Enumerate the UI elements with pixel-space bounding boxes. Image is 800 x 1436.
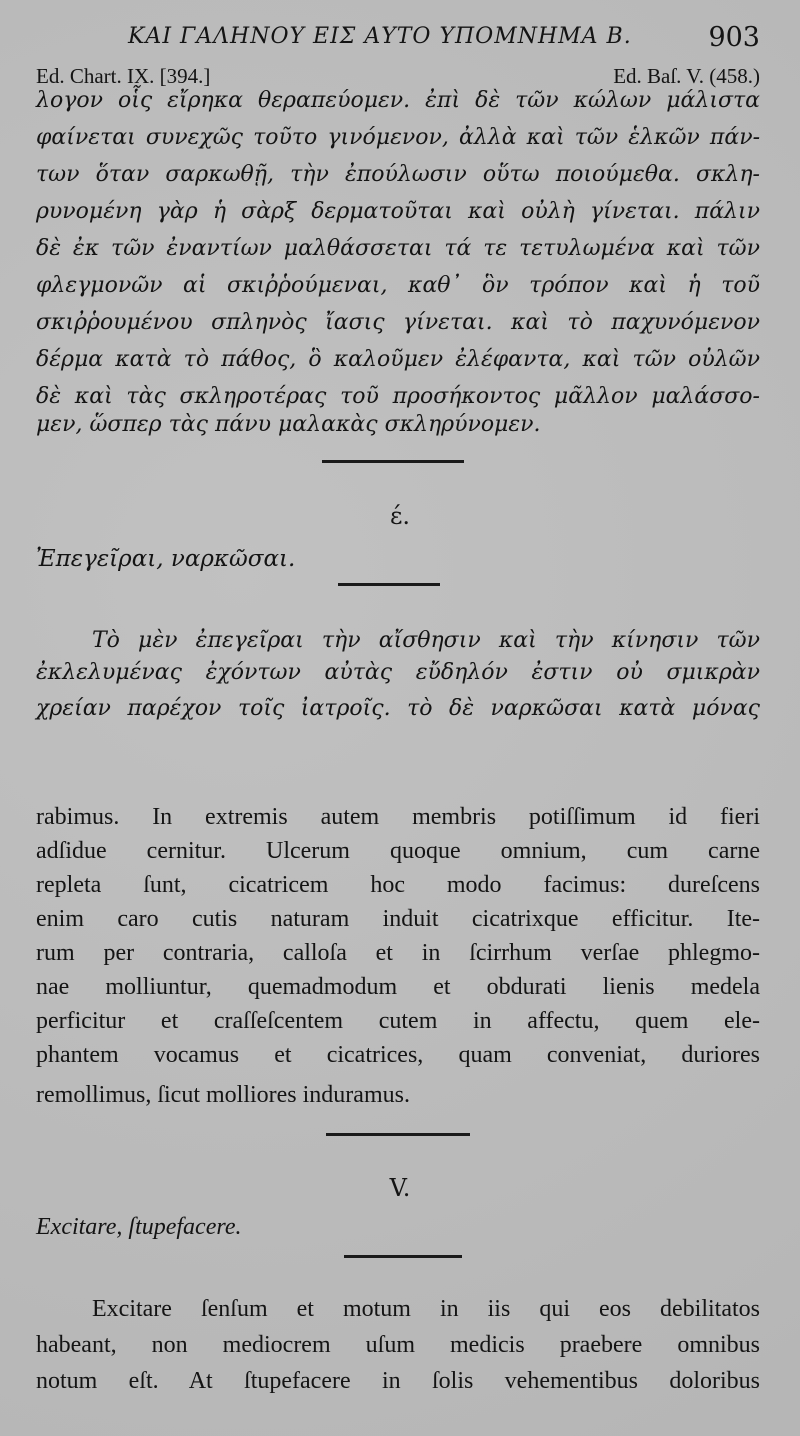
greek-line: φαίνεται συνεχῶς τοῦτο γινόμενον, ἀλλὰ καὶ τῶν ἑλκῶν πάν- <box>36 125 760 150</box>
latin-line: rabimus. In extremis autem membris potiſſimum id fieri <box>36 804 760 830</box>
greek-line: ἐκλελυμένας ἐχόντων αὐτὰς εὔδηλόν ἐστιν οὐ σμικρὰν <box>36 660 760 685</box>
greek-line: φλεγμονῶν αἱ σκιῤῥούμεναι, καθ᾽ ὃν τρόπον καὶ ἡ τοῦ <box>36 273 760 298</box>
latin-line: notum eſt. At ſtupefacere in ſolis vehementibus doloribus <box>36 1368 760 1394</box>
greek-line: Τὸ μὲν ἐπεγεῖραι τὴν αἴσθησιν καὶ τὴν κίνησιν τῶν <box>92 628 760 653</box>
greek-line: δὲ ἐκ τῶν ἐναντίων μαλθάσσεται τά τε τετυλωμένα καὶ τῶν <box>36 236 760 261</box>
latin-line: perficitur et craſſeſcentem cutem in affectu, quem ele- <box>36 1008 760 1034</box>
latin-section-number: V. <box>389 1174 411 1202</box>
latin-line: enim caro cutis naturam induit cicatrixque efficitur. Ite- <box>36 906 760 932</box>
latin-line: rum per contraria, calloſa et in ſcirrhum verſae phlegmo- <box>36 940 760 966</box>
edition-reference-line <box>36 64 760 90</box>
latin-line: nae molliuntur, quemadmodum et obdurati lienis medela <box>36 974 760 1000</box>
greek-line: ρυνομένη γὰρ ἡ σὰρξ δερματοῦται καὶ οὐλὴ γίνεται. πάλιν <box>36 199 760 224</box>
latin-section-heading: Excitare, ſtupefacere. <box>36 1214 242 1240</box>
greek-line: λογον οἷς εἴρηκα θεραπεύομεν. ἐπὶ δὲ τῶν κώλων μάλιστα <box>36 88 760 113</box>
greek-line: σκιῤῥουμένου σπληνὸς ἴασις γίνεται. καὶ τὸ παχυνόμενον <box>36 310 760 335</box>
running-head <box>128 22 760 54</box>
greek-section-number: έ. <box>389 502 411 530</box>
greek-line: των ὅταν σαρκωθῇ, τὴν ἐπούλωσιν οὕτω ποιούμεθα. σκλη- <box>36 162 760 187</box>
section-divider <box>326 1133 470 1136</box>
latin-line: Excitare ſenſum et motum in iis qui eos debilitatos <box>92 1296 760 1322</box>
section-divider <box>344 1255 462 1258</box>
page-number: 903 <box>708 22 760 53</box>
section-divider <box>338 583 440 586</box>
greek-line: μεν, ὥσπερ τὰς πάνυ μαλακὰς σκληρύνομεν. <box>36 412 541 437</box>
greek-line: δέρμα κατὰ τὸ πάθος, ὃ καλοῦμεν ἐλέφαντα, καὶ τῶν οὐλῶν <box>36 347 760 372</box>
edition-chartier-ref: Ed. Chart. IX. [394.] <box>36 64 211 88</box>
section-divider <box>322 460 464 463</box>
running-title: ΚΑΙ ΓΑΛΗΝΟΥ ΕΙΣ ΑΥΤΟ ΥΠΟΜΝΗΜΑ Β. <box>128 24 632 49</box>
latin-line: repleta ſunt, cicatricem hoc modo facimus: dureſcens <box>36 872 760 898</box>
greek-line: χρείαν παρέχον τοῖς ἰατροῖς. τὸ δὲ ναρκῶσαι κατὰ μόνας <box>36 696 760 721</box>
latin-line: phantem vocamus et cicatrices, quam conveniat, duriores <box>36 1042 760 1068</box>
latin-line: habeant, non mediocrem uſum medicis praebere omnibus <box>36 1332 760 1358</box>
latin-line: remollimus, ſicut molliores induramus. <box>36 1082 410 1108</box>
latin-line: adſidue cernitur. Ulcerum quoque omnium, cum carne <box>36 838 760 864</box>
greek-line: δὲ καὶ τὰς σκληροτέρας τοῦ προσήκοντος μᾶλλον μαλάσσο- <box>36 384 760 409</box>
greek-section-heading: Ἐπεγεῖραι, ναρκῶσαι. <box>36 546 296 572</box>
edition-basel-ref: Ed. Baſ. V. (458.) <box>613 64 760 88</box>
